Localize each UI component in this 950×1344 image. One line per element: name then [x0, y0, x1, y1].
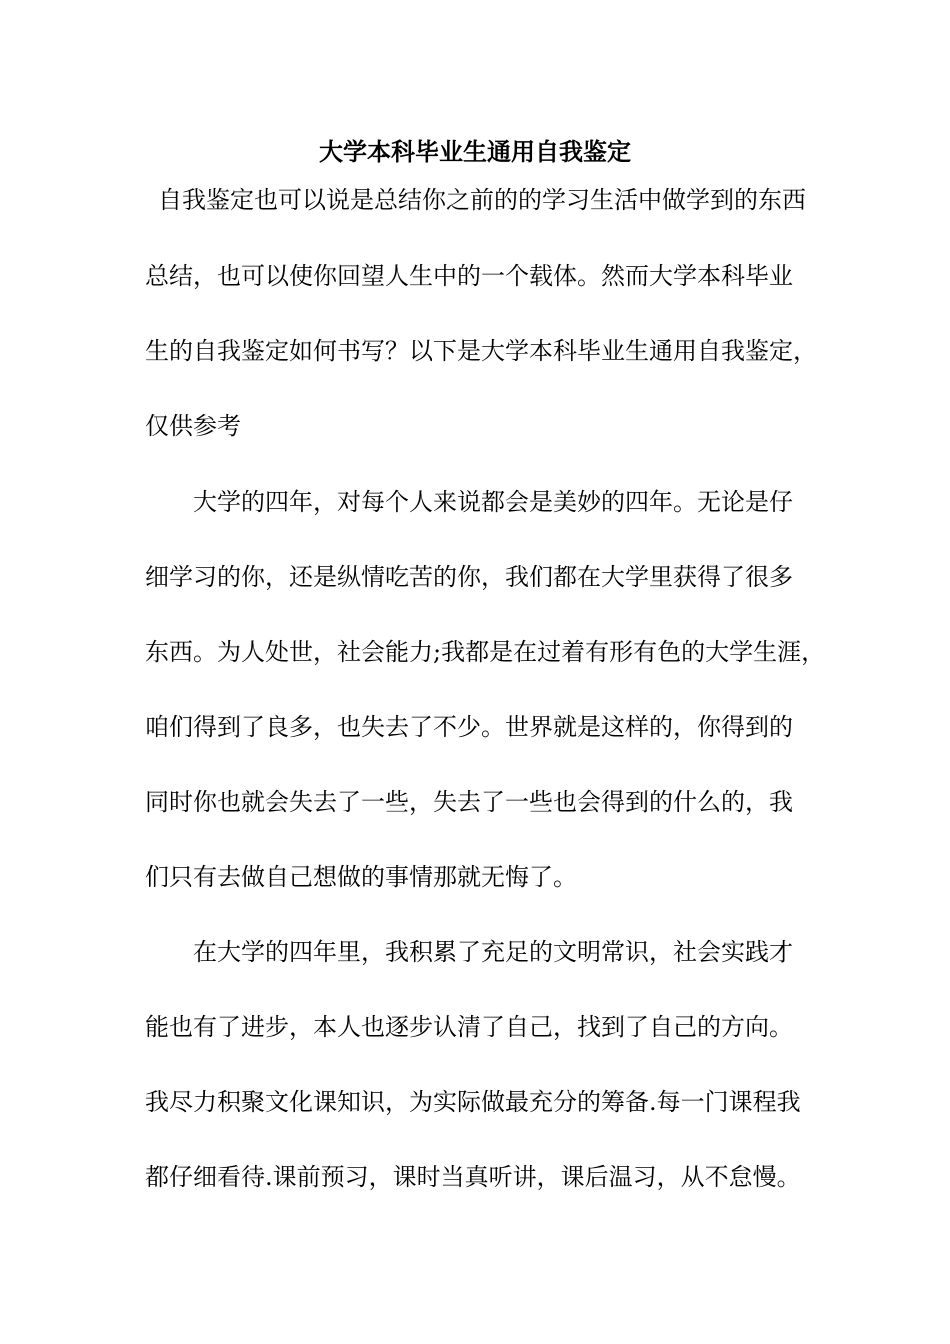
text-line: 在大学的四年里，我积累了充足的文明常识，社会实践才	[193, 938, 793, 966]
text-line: 总结，也可以使你回望人生中的一个载体。然而大学本科毕业	[145, 262, 793, 290]
text-line: 都仔细看待.课前预习，课时当真听讲，课后温习，从不怠慢。	[145, 1163, 801, 1191]
text-line: 细学习的你，还是纵情吃苦的你，我们都在大学里获得了很多	[145, 563, 793, 591]
text-line: 生的自我鉴定如何书写？以下是大学本科毕业生通用自我鉴定，	[145, 337, 817, 365]
text-line: 同时你也就会失去了一些，失去了一些也会得到的什么的，我	[145, 788, 793, 816]
text-line: 东西。为人处世，社会能力;我都是在过着有形有色的大学生涯，	[145, 638, 826, 666]
text-line: 咱们得到了良多，也失去了不少。世界就是这样的，你得到的	[145, 713, 793, 741]
text-line: 我尽力积聚文化课知识，为实际做最充分的筹备.每一门课程我	[145, 1088, 801, 1116]
text-line: 们只有去做自己想做的事情那就无悔了。	[145, 863, 577, 891]
text-line: 仅供参考	[145, 412, 241, 440]
document-title: 大学本科毕业生通用自我鉴定	[319, 137, 631, 166]
text-line: 自我鉴定也可以说是总结你之前的的学习生活中做学到的东西	[158, 186, 806, 214]
text-line: 能也有了进步，本人也逐步认清了自己，找到了自己的方向。	[145, 1013, 793, 1041]
text-line: 大学的四年，对每个人来说都会是美妙的四年。无论是仔	[193, 488, 793, 516]
